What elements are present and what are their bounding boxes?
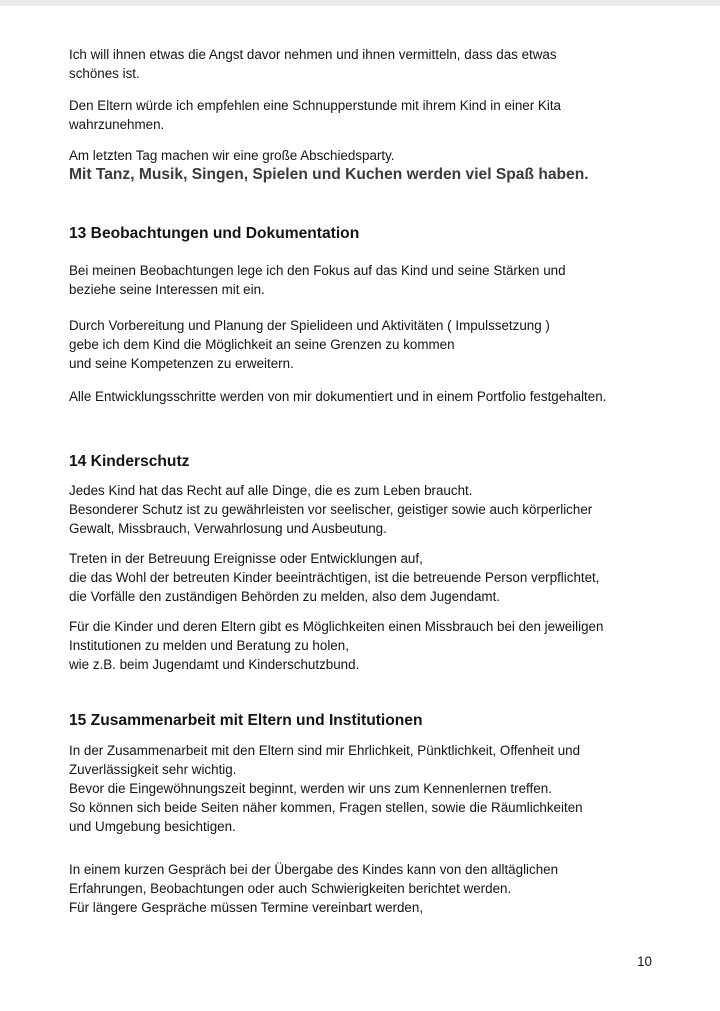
text-line: Für längere Gespräche müssen Termine vereinbart werden,	[69, 900, 424, 915]
text-line: Bei meinen Beobachtungen lege ich den Fokus auf das Kind und seine Stärken und	[69, 263, 566, 278]
text-line: Den Eltern würde ich empfehlen eine Schnupperstunde mit ihrem Kind in einer Kita	[69, 98, 562, 113]
section13-paragraph-1	[69, 261, 566, 299]
text-line: Erfahrungen, Beobachtungen oder auch Schwierigkeiten berichtet werden.	[69, 881, 512, 896]
intro-paragraph-1	[69, 45, 557, 83]
section14-paragraph-1	[69, 481, 592, 538]
text-line: Institutionen zu melden und Beratung zu holen,	[69, 638, 349, 653]
text-line: und seine Kompetenzen zu erweitern.	[69, 356, 294, 371]
section15-paragraph-2	[69, 860, 558, 917]
text-line: wahrzunehmen.	[69, 117, 165, 132]
text-line: Alle Entwicklungsschritte werden von mir dokumentiert und in einem Portfolio festgehalten.	[69, 389, 607, 404]
text-line: Zuverlässigkeit sehr wichtig.	[69, 762, 237, 777]
text-line: die das Wohl der betreuten Kinder beeinträchtigen, ist die betreuende Person verpflichtet,	[69, 570, 600, 585]
intro-paragraph-2	[69, 96, 561, 134]
text-line: Durch Vorbereitung und Planung der Spielideen und Aktivitäten ( Impulssetzung )	[69, 318, 550, 333]
text-line: In einem kurzen Gespräch bei der Übergabe des Kindes kann von den alltäglichen	[69, 862, 559, 877]
section14-paragraph-3	[69, 617, 603, 674]
text-line: gebe ich dem Kind die Möglichkeit an seine Grenzen zu kommen	[69, 337, 455, 352]
text-line: und Umgebung besichtigen.	[69, 819, 236, 834]
section-heading-14: 14 Kinderschutz	[69, 453, 190, 470]
text-line: Jedes Kind hat das Recht auf alle Dinge, die es zum Leben braucht.	[69, 483, 473, 498]
text-line: In der Zusammenarbeit mit den Eltern sind mir Ehrlichkeit, Pünktlichkeit, Offenheit und	[69, 743, 581, 758]
section15-paragraph-1	[69, 741, 583, 836]
intro-bold-line: Mit Tanz, Musik, Singen, Spielen und Kuchen werden viel Spaß haben.	[69, 166, 589, 183]
text-line: Am letzten Tag machen wir eine große Abschiedsparty.	[69, 148, 395, 163]
section13-paragraph-3	[69, 387, 606, 406]
text-line: beziehe seine Interessen mit ein.	[69, 282, 265, 297]
section14-paragraph-2	[69, 549, 600, 606]
text-line: die Vorfälle den zuständigen Behörden zu melden, also dem Jugendamt.	[69, 589, 501, 604]
section-heading-13: 13 Beobachtungen und Dokumentation	[69, 225, 360, 242]
page-number: 10	[637, 954, 652, 969]
text-line: Gewalt, Missbrauch, Verwahrlosung und Ausbeutung.	[69, 521, 387, 536]
text-line: schönes ist.	[69, 66, 140, 81]
text-line: wie z.B. beim Jugendamt und Kinderschutzbund.	[69, 657, 360, 672]
text-line: Für die Kinder und deren Eltern gibt es Möglichkeiten einen Missbrauch bei den jeweiligen	[69, 619, 604, 634]
section-heading-15: 15 Zusammenarbeit mit Eltern und Institutionen	[69, 712, 423, 729]
text-line: Ich will ihnen etwas die Angst davor nehmen und ihnen vermitteln, dass das etwas	[69, 47, 557, 62]
text-line: Bevor die Eingewöhnungszeit beginnt, werden wir uns zum Kennenlernen treffen.	[69, 781, 552, 796]
section13-paragraph-2	[69, 316, 550, 373]
intro-paragraph-3	[69, 146, 395, 165]
text-line: Besonderer Schutz ist zu gewährleisten vor seelischer, geistiger sowie auch körperlicher	[69, 502, 593, 517]
text-line: So können sich beide Seiten näher kommen, Fragen stellen, sowie die Räumlichkeiten	[69, 800, 583, 815]
top-edge	[0, 0, 720, 6]
text-line: Treten in der Betreuung Ereignisse oder Entwicklungen auf,	[69, 551, 423, 566]
